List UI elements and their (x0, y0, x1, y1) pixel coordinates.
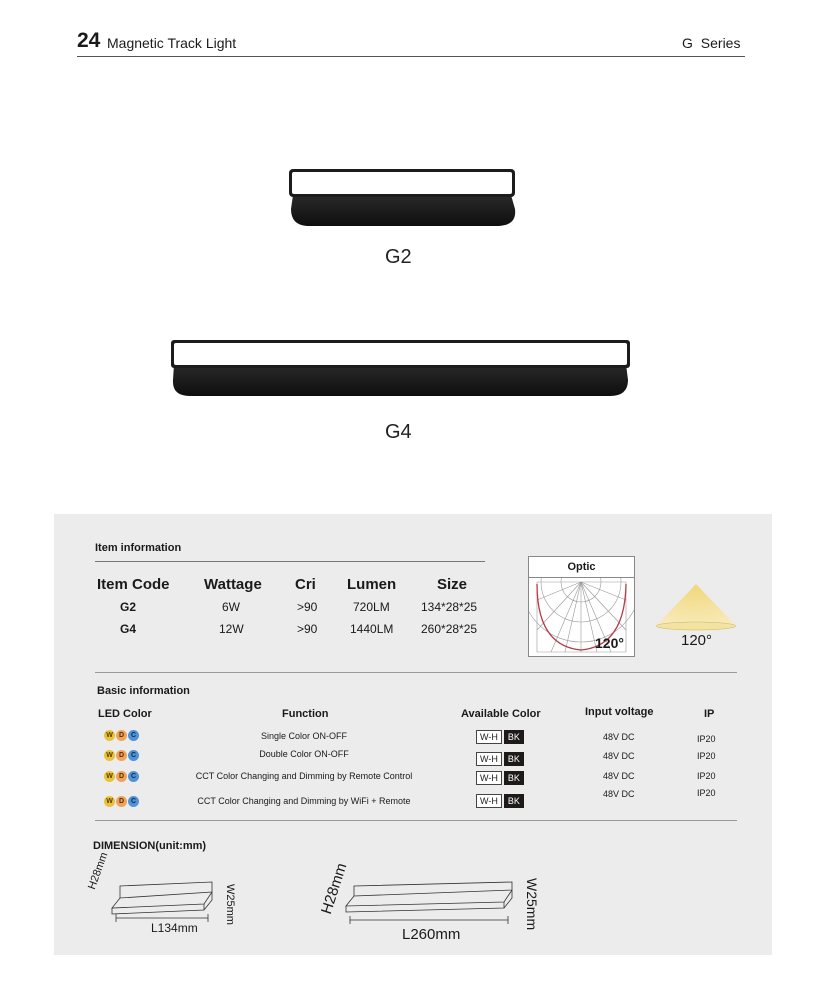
section-divider (95, 672, 737, 673)
cool-white-icon: C (128, 771, 139, 782)
table-row-g4-wattage: 12W (219, 622, 244, 636)
white-swatch: W-H (476, 752, 502, 766)
col-wattage: Wattage (204, 576, 262, 593)
color-swatches-row-2 (476, 749, 524, 767)
table-row-g2-size: 134*28*25 (421, 600, 478, 614)
warm-white-icon: W (104, 750, 115, 761)
g2-product-image (285, 165, 520, 230)
table-row-g4-cri: >90 (297, 622, 318, 636)
black-swatch: BK (504, 771, 524, 785)
col-input-voltage: Input voltage (585, 706, 654, 718)
white-swatch: W-H (476, 771, 502, 785)
g4-length-label: L260mm (402, 926, 461, 943)
page-title: Magnetic Track Light (107, 35, 237, 51)
color-swatches-row-4 (476, 791, 524, 809)
g4-dimension-drawing (340, 874, 520, 929)
optic-title: Optic (529, 557, 634, 578)
col-ip: IP (704, 708, 715, 720)
optic-box (528, 556, 635, 657)
col-function: Function (282, 708, 329, 720)
voltage-row-3: 48V DC (603, 771, 635, 781)
function-row-2: Double Color ON-OFF (259, 749, 349, 759)
ip-row-4: IP20 (697, 788, 716, 798)
g4-product-image (168, 338, 633, 400)
basic-info-title: Basic information (97, 685, 190, 697)
black-swatch: BK (504, 752, 524, 766)
color-swatches-row-3 (476, 768, 524, 786)
black-swatch: BK (504, 730, 524, 744)
ip-row-3: IP20 (697, 771, 716, 781)
cool-white-icon: C (128, 796, 139, 807)
function-row-4: CCT Color Changing and Dimming by WiFi + Remote (197, 796, 411, 806)
g4-height-label: H28mm (318, 861, 351, 917)
voltage-row-1: 48V DC (603, 732, 635, 742)
g2-caption: G2 (385, 246, 412, 268)
col-size: Size (437, 576, 468, 593)
led-color-icons (104, 747, 140, 765)
black-swatch: BK (504, 794, 524, 808)
ip-row-2: IP20 (697, 751, 716, 761)
g2-width-label: W25mm (224, 884, 236, 925)
table-row-g4-size: 260*28*25 (421, 622, 478, 636)
g2-height-label: H28mm (86, 850, 111, 892)
voltage-row-2: 48V DC (603, 751, 635, 761)
g4-caption: G4 (385, 421, 412, 443)
ip-row-1: IP20 (697, 734, 716, 744)
series-label: G Series (682, 35, 741, 51)
optic-angle-label: 120° (595, 635, 624, 651)
function-row-3: CCT Color Changing and Dimming by Remote Control (195, 771, 413, 781)
col-lumen: Lumen (347, 576, 397, 593)
page-number: 24 (77, 29, 101, 52)
color-swatches-row-1 (476, 727, 524, 745)
dimension-title: DIMENSION(unit:mm) (93, 840, 207, 852)
led-color-icons (104, 768, 140, 786)
white-swatch: W-H (476, 730, 502, 744)
header-rule (77, 56, 745, 57)
g2-dimension-drawing (108, 878, 223, 923)
beam-angle-label: 120° (681, 632, 713, 649)
table-row-g2-code: G2 (120, 600, 137, 614)
table-row-g4-lumen: 1440LM (350, 622, 394, 636)
table-row-g4-code: G4 (120, 622, 137, 636)
voltage-row-4: 48V DC (603, 789, 635, 799)
item-info-rule (95, 561, 485, 562)
daylight-icon: D (116, 730, 127, 741)
g2-length-label: L134mm (151, 921, 198, 935)
beam-angle-icon (652, 582, 742, 632)
table-row-g2-lumen: 720LM (353, 600, 390, 614)
warm-white-icon: W (104, 730, 115, 741)
col-cri: Cri (295, 576, 316, 593)
table-row-g2-cri: >90 (297, 600, 318, 614)
daylight-icon: D (116, 771, 127, 782)
function-row-1: Single Color ON-OFF (260, 731, 348, 741)
section-divider (95, 820, 737, 821)
item-info-title: Item information (95, 542, 182, 554)
col-item-code: Item Code (97, 576, 170, 593)
col-led-color: LED Color (98, 708, 152, 720)
led-color-icons (104, 793, 140, 811)
daylight-icon: D (116, 796, 127, 807)
col-available-color: Available Color (461, 708, 541, 720)
g4-width-label: W25mm (524, 878, 540, 931)
led-color-icons (104, 727, 140, 745)
daylight-icon: D (116, 750, 127, 761)
white-swatch: W-H (476, 794, 502, 808)
cool-white-icon: C (128, 750, 139, 761)
warm-white-icon: W (104, 796, 115, 807)
warm-white-icon: W (104, 771, 115, 782)
table-row-g2-wattage: 6W (222, 600, 240, 614)
cool-white-icon: C (128, 730, 139, 741)
